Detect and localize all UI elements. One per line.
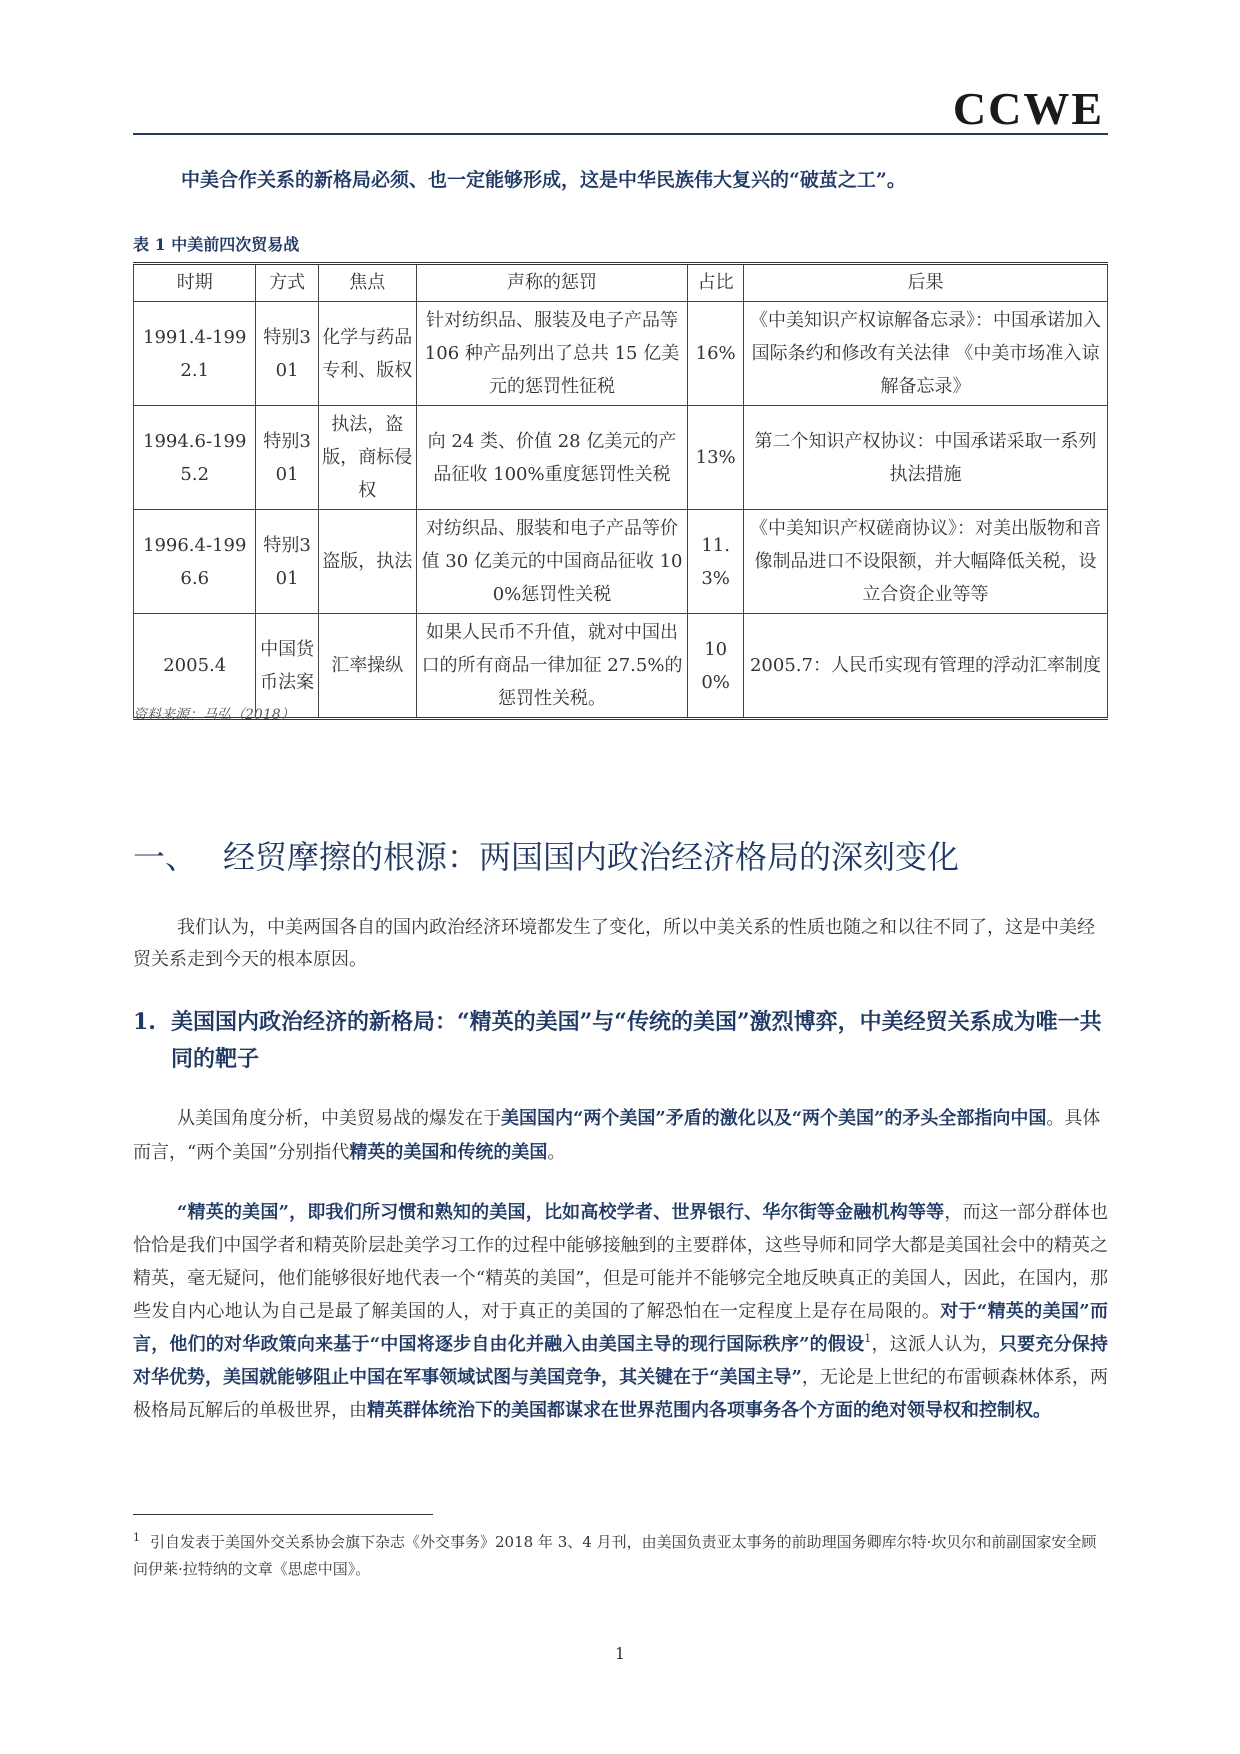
subsection-heading xyxy=(133,1004,1108,1078)
cell-period: 1991.4-1992.1 xyxy=(134,302,256,406)
header-penalty: 声称的惩罚 xyxy=(416,264,688,302)
cell-outcome: 第二个知识产权协议：中国承诺采取一系列执法措施 xyxy=(743,406,1107,510)
cell-penalty: 如果人民币不升值，就对中国出口的所有商品一律加征 27.5%的惩罚性关税。 xyxy=(416,614,688,719)
bold-run: 精英群体统治下的美国都谋求在世界范围内各项事务各个方面的绝对领导权和控制权。 xyxy=(367,1400,1051,1421)
cell-method: 特别301 xyxy=(256,510,318,614)
header-method: 方式 xyxy=(256,264,318,302)
text-run: ，无论是上世纪的布雷顿森林体系，两极格局瓦解后的单极世界，由 xyxy=(133,1367,1108,1421)
text-run: 。具体而言，“两个美国”分别指代 xyxy=(133,1108,1101,1163)
text-run: 。 xyxy=(547,1142,566,1163)
bold-run: 精英的美国和传统的美国 xyxy=(349,1142,548,1163)
subsection-number: 1. xyxy=(133,1009,156,1035)
lead-statement: 中美合作关系的新格局必须、也一定能够形成，这是中华民族伟大复兴的“破茧之工”。 xyxy=(181,169,906,191)
cell-method: 特别301 xyxy=(256,406,318,510)
paragraph-intro: 我们认为，中美两国各自的国内政治经济环境都发生了变化，所以中美关系的性质也随之和以往不同了，这是中美经贸关系走到今天的根本原因。 xyxy=(133,917,1095,970)
text-run: ，这派人认为， xyxy=(871,1334,999,1355)
table-source-note: 资料来源：马弘（2018） xyxy=(133,707,295,723)
cell-period: 2005.4 xyxy=(134,614,256,719)
section-number: 一、 xyxy=(133,838,198,876)
table-row xyxy=(134,510,1108,614)
paragraph-elite-america xyxy=(133,1196,1108,1427)
header-share: 占比 xyxy=(688,264,744,302)
cell-outcome: 《中美知识产权磋商协议》：对美出版物和音像制品进口不设限额，并大幅降低关税，设立合资企业等等 xyxy=(743,510,1107,614)
cell-outcome: 2005.7：人民币实现有管理的浮动汇率制度 xyxy=(743,614,1107,719)
section-title: 经贸摩擦的根源：两国国内政治经济格局的深刻变化 xyxy=(223,838,960,876)
cell-period: 1996.4-1996.6 xyxy=(134,510,256,614)
footnote-number: 1 xyxy=(133,1531,140,1544)
cell-penalty: 对纺织品、服装和电子产品等价值 30 亿美元的中国商品征收 100%惩罚性关税 xyxy=(416,510,688,614)
bold-run: 美国国内“两个美国”矛盾的激化以及“两个美国”的矛头全部指向中国 xyxy=(501,1108,1047,1129)
table-row xyxy=(134,302,1108,406)
cell-method: 中国货币法案 xyxy=(256,614,318,719)
ccwe-logo: CCWE xyxy=(952,83,1104,134)
table-row xyxy=(134,406,1108,510)
cell-focus: 盗版，执法 xyxy=(318,510,416,614)
cell-period: 1994.6-1995.2 xyxy=(134,406,256,510)
text-run: 从美国角度分析，中美贸易战的爆发在于 xyxy=(177,1108,501,1129)
cell-focus: 执法，盗版，商标侵权 xyxy=(318,406,416,510)
footnote-ref[interactable]: 1 xyxy=(864,1332,872,1345)
header-period: 时期 xyxy=(134,264,256,302)
cell-share: 100% xyxy=(688,614,744,719)
subsection-title: 美国国内政治经济的新格局：“精英的美国”与“传统的美国”激烈博弈，中美经贸关系成为唯一共同的靶子 xyxy=(171,1009,1102,1072)
bold-run: 对于“精英的美国”而言，他们的对华政策向来基于“中国将逐步自由化并融入由美国主导的现行国际秩序”的假设 xyxy=(133,1301,1108,1355)
footnote-text: 引自发表于美国外交关系协会旗下杂志《外交事务》2018 年 3、4 月刊，由美国负责亚太事务的前助理国务卿库尔特·坎贝尔和前副国家安全顾问伊莱·拉特纳的文章《思虑中国》。 xyxy=(133,1533,1097,1578)
trade-war-table xyxy=(133,262,1108,720)
header-rule xyxy=(133,133,1108,135)
cell-share: 13% xyxy=(688,406,744,510)
cell-penalty: 向 24 类、价值 28 亿美元的产品征收 100%重度惩罚性关税 xyxy=(416,406,688,510)
cell-method: 特别301 xyxy=(256,302,318,406)
table-row xyxy=(134,614,1108,719)
cell-share: 11.3% xyxy=(688,510,744,614)
text-run: ，而这一部分群体也恰恰是我们中国学者和精英阶层赴美学习工作的过程中能够接触到的主要群体，这些导师和同学大都是美国社会中的精英之精英，毫无疑问，他们能够很好地代表一个“精英的美国”，但是可能并不能够完全地反映真正的美国人，因此，在国内，那些发自内心地认为自己是最了解美国的人，对于真正的美国的了解恐怕在一定程度上是存在局限的。 xyxy=(133,1202,1109,1322)
cell-penalty: 针对纺织品、服装及电子产品等 106 种产品列出了总共 15 亿美元的惩罚性征税 xyxy=(416,302,688,406)
footnote-rule xyxy=(133,1514,433,1515)
bold-run: “精英的美国”，即我们所习惯和熟知的美国，比如高校学者、世界银行、华尔街等金融机构等等 xyxy=(177,1202,945,1223)
section-heading xyxy=(133,832,959,878)
table-header-row xyxy=(134,264,1108,302)
header-focus: 焦点 xyxy=(318,264,416,302)
cell-focus: 汇率操纵 xyxy=(318,614,416,719)
cell-focus: 化学与药品专利、版权 xyxy=(318,302,416,406)
cell-outcome: 《中美知识产权谅解备忘录》：中国承诺加入国际条约和修改有关法律 《中美市场准入谅解备忘录》 xyxy=(743,302,1107,406)
page-number: 1 xyxy=(614,1644,626,1663)
cell-share: 16% xyxy=(688,302,744,406)
paragraph-two-americas xyxy=(133,1102,1108,1170)
footnote xyxy=(133,1524,1108,1583)
header-outcome: 后果 xyxy=(743,264,1107,302)
bold-run: 只要充分保持对华优势，美国就能够阻止中国在军事领域试图与美国竞争，其关键在于“美国主导” xyxy=(133,1334,1109,1388)
trade-war-table-container xyxy=(133,262,1108,720)
table-caption: 表 1 中美前四次贸易战 xyxy=(133,235,300,254)
